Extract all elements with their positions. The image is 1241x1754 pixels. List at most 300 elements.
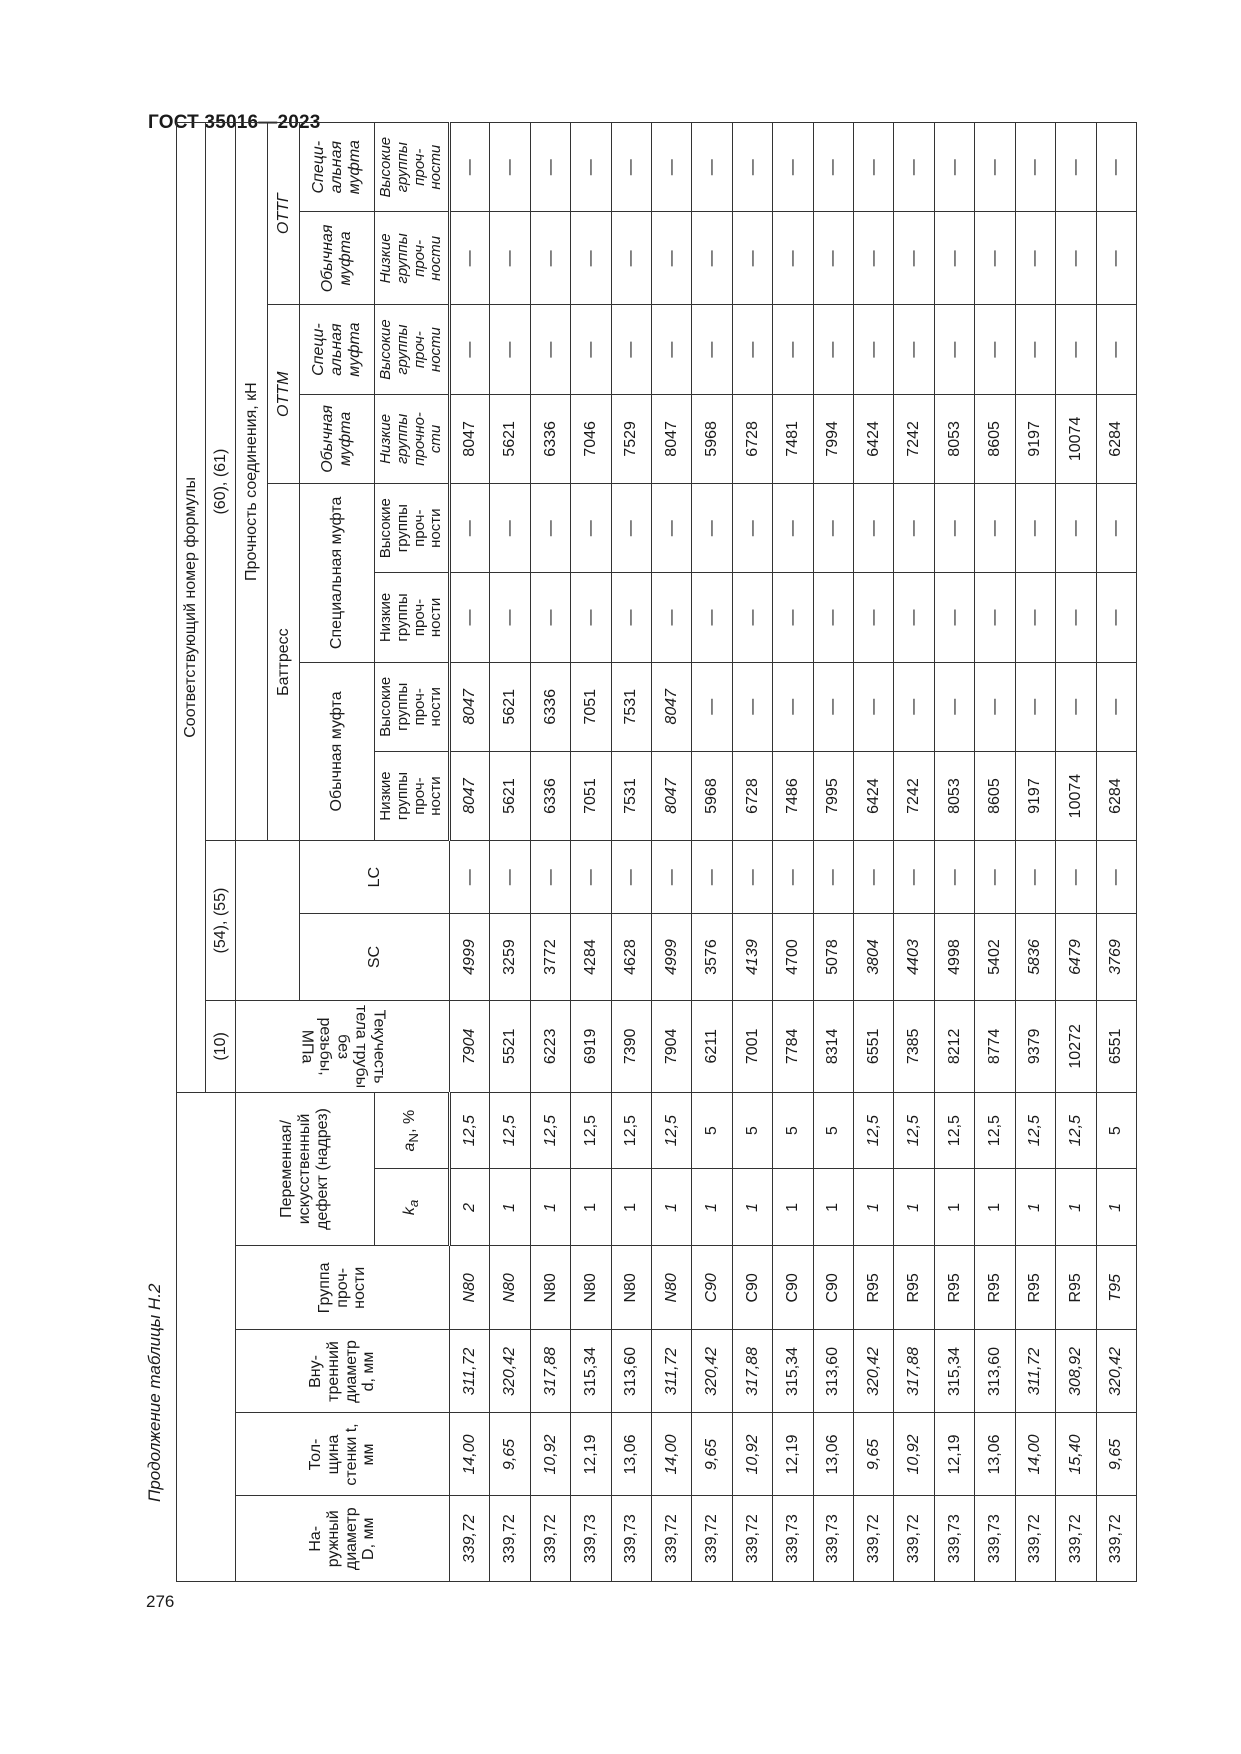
cell-ottm-sp: — <box>611 305 651 394</box>
cell-b-sp-low: — <box>571 573 611 662</box>
header-ottm-special: Специ- альная муфта <box>300 305 375 394</box>
cell-ottm-reg: 7481 <box>773 394 813 483</box>
cell-b-sp-low: — <box>530 573 570 662</box>
cell-an: 5 <box>813 1092 853 1169</box>
cell-b-sp-low: — <box>975 573 1015 662</box>
cell-b-sp-low: — <box>934 573 974 662</box>
cell-an: 12,5 <box>975 1092 1015 1169</box>
cell-b-reg-high: 6336 <box>530 662 570 751</box>
cell-yield: 8314 <box>813 1000 853 1092</box>
cell-D: 339,72 <box>450 1496 490 1582</box>
cell-d: 320,42 <box>692 1330 732 1413</box>
cell-ottm-reg: 5621 <box>490 394 530 483</box>
cell-ottm-sp: — <box>1056 305 1096 394</box>
cell-an: 5 <box>692 1092 732 1169</box>
cell-b-reg-low: 8053 <box>934 751 974 840</box>
cell-ka: 1 <box>813 1169 853 1246</box>
cell-t: 12,19 <box>571 1413 611 1496</box>
cell-b-sp-low: — <box>1015 573 1055 662</box>
cell-an: 12,5 <box>1056 1092 1096 1169</box>
header-ottg-low: Низкие группы проч- ности <box>375 212 450 305</box>
cell-g: R95 <box>1015 1246 1055 1330</box>
cell-b-sp-low: — <box>1096 573 1136 662</box>
cell-yield: 7784 <box>773 1000 813 1092</box>
cell-ottm-reg: 10074 <box>1056 394 1096 483</box>
cell-lc: — <box>732 841 772 914</box>
cell-ottm-reg: 8047 <box>450 394 490 483</box>
cell-t: 12,19 <box>773 1413 813 1496</box>
cell-b-reg-high: — <box>1056 662 1096 751</box>
cell-an: 12,5 <box>490 1092 530 1169</box>
cell-b-reg-low: 8047 <box>450 751 490 840</box>
cell-b-reg-low: 8605 <box>975 751 1015 840</box>
cell-sc: 3804 <box>854 914 894 1001</box>
cell-ka: 1 <box>854 1169 894 1246</box>
cell-lc: — <box>571 841 611 914</box>
header-sc: SC <box>300 914 450 1001</box>
table-row <box>773 123 813 1582</box>
cell-ottm-sp: — <box>773 305 813 394</box>
header-outer-diameter: На- ружный диаметр D, мм <box>236 1496 450 1582</box>
header-formula-10: (10) <box>206 1000 236 1092</box>
cell-D: 339,73 <box>611 1496 651 1582</box>
header-ottm-regular: Обычная муфта <box>300 394 375 483</box>
cell-d: 317,88 <box>530 1330 570 1413</box>
cell-sc: 5836 <box>1015 914 1055 1001</box>
cell-g: R95 <box>854 1246 894 1330</box>
cell-g: N80 <box>530 1246 570 1330</box>
cell-b-reg-high: — <box>732 662 772 751</box>
cell-an: 12,5 <box>894 1092 934 1169</box>
cell-b-sp-high: — <box>571 484 611 573</box>
cell-ottm-reg: 7242 <box>894 394 934 483</box>
cell-d: 315,34 <box>934 1330 974 1413</box>
cell-D: 339,73 <box>571 1496 611 1582</box>
cell-ka: 1 <box>1096 1169 1136 1246</box>
cell-b-reg-low: 10074 <box>1056 751 1096 840</box>
cell-b-reg-high: — <box>1015 662 1055 751</box>
cell-sc: 4700 <box>773 914 813 1001</box>
cell-ka: 1 <box>571 1169 611 1246</box>
cell-ottg-sp: — <box>571 123 611 212</box>
cell-ottg-reg: — <box>894 212 934 305</box>
cell-sc: 4998 <box>934 914 974 1001</box>
cell-lc: — <box>813 841 853 914</box>
cell-ottm-reg: 8047 <box>652 394 692 483</box>
cell-b-reg-high: — <box>1096 662 1136 751</box>
table-row <box>450 123 490 1582</box>
cell-an: 12,5 <box>652 1092 692 1169</box>
header-ottm-low: Низкие группы прочно- сти <box>375 394 450 483</box>
cell-ottg-sp: — <box>1056 123 1096 212</box>
cell-d: 308,92 <box>1056 1330 1096 1413</box>
cell-t: 10,92 <box>732 1413 772 1496</box>
cell-ottg-reg: — <box>732 212 772 305</box>
cell-ka: 1 <box>732 1169 772 1246</box>
cell-D: 339,72 <box>1056 1496 1096 1582</box>
cell-ka: 1 <box>975 1169 1015 1246</box>
cell-b-reg-high: 7531 <box>611 662 651 751</box>
cell-ottg-sp: — <box>490 123 530 212</box>
cell-ottg-reg: — <box>571 212 611 305</box>
cell-t: 12,19 <box>934 1413 974 1496</box>
cell-d: 311,72 <box>652 1330 692 1413</box>
cell-lc: — <box>490 841 530 914</box>
header-strength-group: Группа проч- ности <box>236 1246 450 1330</box>
cell-b-reg-low: 7051 <box>571 751 611 840</box>
cell-yield: 7390 <box>611 1000 651 1092</box>
cell-b-sp-high: — <box>975 484 1015 573</box>
table-row <box>571 123 611 1582</box>
cell-ottm-sp: — <box>975 305 1015 394</box>
cell-b-reg-low: 6424 <box>854 751 894 840</box>
cell-b-sp-low: — <box>894 573 934 662</box>
cell-b-reg-low: 9197 <box>1015 751 1055 840</box>
cell-ottg-reg: — <box>652 212 692 305</box>
cell-b-reg-high: — <box>854 662 894 751</box>
cell-d: 311,72 <box>450 1330 490 1413</box>
cell-ottm-sp: — <box>1096 305 1136 394</box>
cell-b-reg-high: — <box>934 662 974 751</box>
cell-sc: 3259 <box>490 914 530 1001</box>
cell-ottg-reg: — <box>1096 212 1136 305</box>
cell-g: C90 <box>692 1246 732 1330</box>
cell-ottg-sp: — <box>813 123 853 212</box>
cell-ka: 1 <box>1015 1169 1055 1246</box>
cell-an: 12,5 <box>1015 1092 1055 1169</box>
cell-b-reg-high: 8047 <box>450 662 490 751</box>
cell-b-sp-high: — <box>450 484 490 573</box>
cell-g: C90 <box>732 1246 772 1330</box>
table-row <box>611 123 651 1582</box>
cell-b-sp-low: — <box>490 573 530 662</box>
table-row <box>732 123 772 1582</box>
cell-ottg-sp: — <box>732 123 772 212</box>
cell-g: R95 <box>894 1246 934 1330</box>
cell-ottg-sp: — <box>1015 123 1055 212</box>
cell-d: 315,34 <box>773 1330 813 1413</box>
cell-sc: 5402 <box>975 914 1015 1001</box>
cell-lc: — <box>894 841 934 914</box>
cell-ottg-sp: — <box>652 123 692 212</box>
cell-ottg-sp: — <box>773 123 813 212</box>
cell-D: 339,72 <box>652 1496 692 1582</box>
cell-sc: 4284 <box>571 914 611 1001</box>
table-row <box>934 123 974 1582</box>
header-ottm-high: Высокие группы проч- ности <box>375 305 450 394</box>
cell-an: 12,5 <box>450 1092 490 1169</box>
cell-g: R95 <box>1056 1246 1096 1330</box>
cell-yield: 5521 <box>490 1000 530 1092</box>
header-wall-thickness: Тол- щина стенки t, мм <box>236 1413 450 1496</box>
cell-D: 339,72 <box>490 1496 530 1582</box>
cell-t: 15,40 <box>1056 1413 1096 1496</box>
cell-b-sp-low: — <box>450 573 490 662</box>
cell-t: 10,92 <box>530 1413 570 1496</box>
cell-d: 311,72 <box>1015 1330 1055 1413</box>
table-row <box>854 123 894 1582</box>
cell-t: 13,06 <box>813 1413 853 1496</box>
cell-ottm-sp: — <box>571 305 611 394</box>
cell-ottm-sp: — <box>813 305 853 394</box>
cell-b-sp-low: — <box>813 573 853 662</box>
cell-D: 339,72 <box>1096 1496 1136 1582</box>
table-caption: Продолжение таблицы Н.2 <box>145 1283 164 1502</box>
cell-ottg-sp: — <box>934 123 974 212</box>
cell-b-reg-low: 6728 <box>732 751 772 840</box>
cell-d: 313,60 <box>611 1330 651 1413</box>
cell-yield: 10272 <box>1056 1000 1096 1092</box>
cell-an: 12,5 <box>571 1092 611 1169</box>
cell-an: 5 <box>773 1092 813 1169</box>
cell-b-reg-low: 5621 <box>490 751 530 840</box>
cell-yield: 7904 <box>652 1000 692 1092</box>
cell-b-sp-high: — <box>652 484 692 573</box>
cell-b-sp-low: — <box>732 573 772 662</box>
cell-b-sp-high: — <box>692 484 732 573</box>
cell-ottg-sp: — <box>530 123 570 212</box>
cell-D: 339,73 <box>773 1496 813 1582</box>
header-yield <box>236 1000 450 1092</box>
cell-ottg-reg: — <box>530 212 570 305</box>
cell-ottm-reg: 8053 <box>934 394 974 483</box>
cell-b-sp-high: — <box>530 484 570 573</box>
cell-b-sp-high: — <box>611 484 651 573</box>
cell-t: 13,06 <box>611 1413 651 1496</box>
cell-ottg-reg: — <box>611 212 651 305</box>
header-ottg-regular: Обычная муфта <box>300 212 375 305</box>
header-an: $a_N$, % <box>375 1092 450 1169</box>
header-ka <box>375 1169 450 1246</box>
cell-ottg-reg: — <box>692 212 732 305</box>
cell-sc: 3769 <box>1096 914 1136 1001</box>
cell-lc: — <box>530 841 570 914</box>
cell-D: 339,73 <box>975 1496 1015 1582</box>
header-ottm: ОТТМ <box>268 305 300 484</box>
cell-t: 13,06 <box>975 1413 1015 1496</box>
cell-b-reg-low: 7995 <box>813 751 853 840</box>
cell-ottg-sp: — <box>692 123 732 212</box>
cell-ottg-reg: — <box>490 212 530 305</box>
cell-ka: 1 <box>692 1169 732 1246</box>
strength-table <box>176 122 1137 1582</box>
header-b-sp-high: Высокие группы проч- ности <box>375 484 450 573</box>
header-defect: Переменная/ искусственный дефект (надрез) <box>236 1092 375 1245</box>
cell-ottg-sp: — <box>1096 123 1136 212</box>
cell-sc: 4999 <box>450 914 490 1001</box>
table-row <box>1096 123 1136 1582</box>
cell-b-sp-high: — <box>773 484 813 573</box>
cell-D: 339,72 <box>894 1496 934 1582</box>
cell-lc: — <box>1096 841 1136 914</box>
cell-sc: 4403 <box>894 914 934 1001</box>
table-row <box>692 123 732 1582</box>
cell-lc: — <box>1015 841 1055 914</box>
cell-b-sp-high: — <box>894 484 934 573</box>
cell-lc: — <box>652 841 692 914</box>
cell-yield: 6223 <box>530 1000 570 1092</box>
cell-lc: — <box>975 841 1015 914</box>
cell-t: 14,00 <box>1015 1413 1055 1496</box>
cell-ottm-reg: 7046 <box>571 394 611 483</box>
cell-ottm-sp: — <box>854 305 894 394</box>
header-buttress-special: Специальная муфта <box>300 484 375 663</box>
header-lc: LC <box>300 841 450 914</box>
rotated-table-frame <box>176 122 1136 1582</box>
cell-g: N80 <box>490 1246 530 1330</box>
header-connection-strength: Прочность соединения, кН <box>236 123 268 841</box>
cell-ottm-sp: — <box>732 305 772 394</box>
cell-sc: 4628 <box>611 914 651 1001</box>
cell-b-sp-low: — <box>1056 573 1096 662</box>
cell-D: 339,72 <box>854 1496 894 1582</box>
cell-t: 9,65 <box>854 1413 894 1496</box>
cell-ottm-sp: — <box>450 305 490 394</box>
cell-d: 320,42 <box>1096 1330 1136 1413</box>
cell-b-reg-low: 8047 <box>652 751 692 840</box>
cell-ottm-reg: 9197 <box>1015 394 1055 483</box>
cell-yield: 7904 <box>450 1000 490 1092</box>
cell-ottg-reg: — <box>854 212 894 305</box>
cell-ottm-reg: 7994 <box>813 394 853 483</box>
cell-D: 339,72 <box>732 1496 772 1582</box>
cell-b-sp-low: — <box>854 573 894 662</box>
cell-g: N80 <box>450 1246 490 1330</box>
header-b-reg-low: Низкие группы проч- ности <box>375 751 450 840</box>
cell-ottg-reg: — <box>1056 212 1096 305</box>
cell-an: 12,5 <box>854 1092 894 1169</box>
cell-ottm-sp: — <box>530 305 570 394</box>
cell-b-sp-high: — <box>934 484 974 573</box>
cell-ka: 1 <box>1056 1169 1096 1246</box>
yield-label: Текучесть тела трубы без резьбы, МПа <box>298 1004 388 1088</box>
cell-t: 9,65 <box>1096 1413 1136 1496</box>
cell-t: 14,00 <box>652 1413 692 1496</box>
ka-label: $k_a$ <box>400 1199 422 1216</box>
cell-g: R95 <box>975 1246 1015 1330</box>
table-row <box>490 123 530 1582</box>
cell-g: T95 <box>1096 1246 1136 1330</box>
table-row <box>652 123 692 1582</box>
cell-D: 339,72 <box>692 1496 732 1582</box>
cell-ottg-reg: — <box>975 212 1015 305</box>
cell-sc: 3576 <box>692 914 732 1001</box>
cell-ottg-sp: — <box>854 123 894 212</box>
cell-ka: 1 <box>652 1169 692 1246</box>
cell-ottm-sp: — <box>934 305 974 394</box>
cell-yield: 7001 <box>732 1000 772 1092</box>
cell-an: 12,5 <box>530 1092 570 1169</box>
header-row-3 <box>236 123 268 1582</box>
header-b-sp-low: Низкие группы проч- ности <box>375 573 450 662</box>
header-ottg-special: Специ- альная муфта <box>300 123 375 212</box>
cell-t: 9,65 <box>692 1413 732 1496</box>
cell-sc: 4999 <box>652 914 692 1001</box>
cell-D: 339,72 <box>1015 1496 1055 1582</box>
cell-t: 10,92 <box>894 1413 934 1496</box>
header-b-reg-high: Высокие группы проч- ности <box>375 662 450 751</box>
cell-lc: — <box>854 841 894 914</box>
cell-ka: 1 <box>611 1169 651 1246</box>
cell-b-sp-high: — <box>854 484 894 573</box>
cell-D: 339,73 <box>934 1496 974 1582</box>
cell-ottg-reg: — <box>450 212 490 305</box>
document-header: ГОСТ 35016—2023 <box>148 112 321 133</box>
table-row <box>1015 123 1055 1582</box>
cell-b-reg-low: 7242 <box>894 751 934 840</box>
cell-b-reg-low: 5968 <box>692 751 732 840</box>
cell-d: 320,42 <box>490 1330 530 1413</box>
cell-b-reg-low: 6336 <box>530 751 570 840</box>
cell-an: 12,5 <box>611 1092 651 1169</box>
cell-b-sp-high: — <box>1056 484 1096 573</box>
cell-b-reg-high: — <box>813 662 853 751</box>
cell-yield: 8212 <box>934 1000 974 1092</box>
cell-d: 317,88 <box>732 1330 772 1413</box>
cell-yield: 7385 <box>894 1000 934 1092</box>
cell-b-sp-high: — <box>813 484 853 573</box>
table-row <box>530 123 570 1582</box>
cell-yield: 8774 <box>975 1000 1015 1092</box>
cell-yield: 6551 <box>854 1000 894 1092</box>
cell-an: 5 <box>1096 1092 1136 1169</box>
cell-ka: 1 <box>773 1169 813 1246</box>
cell-ottm-reg: 8605 <box>975 394 1015 483</box>
cell-d: 317,88 <box>894 1330 934 1413</box>
cell-yield: 6919 <box>571 1000 611 1092</box>
header-blank-sc-lc <box>236 841 300 1001</box>
cell-g: R95 <box>934 1246 974 1330</box>
cell-ottg-sp: — <box>975 123 1015 212</box>
cell-sc: 4139 <box>732 914 772 1001</box>
cell-sc: 3772 <box>530 914 570 1001</box>
cell-t: 9,65 <box>490 1413 530 1496</box>
cell-g: C90 <box>773 1246 813 1330</box>
table-row <box>813 123 853 1582</box>
table-row <box>894 123 934 1582</box>
cell-b-sp-high: — <box>490 484 530 573</box>
cell-b-sp-high: — <box>732 484 772 573</box>
cell-b-reg-high: — <box>975 662 1015 751</box>
header-buttress-regular: Обычная муфта <box>300 662 375 841</box>
header-row-1 <box>177 123 206 1582</box>
cell-an: 5 <box>732 1092 772 1169</box>
table-row <box>975 123 1015 1582</box>
cell-b-sp-low: — <box>611 573 651 662</box>
cell-ottg-sp: — <box>611 123 651 212</box>
cell-g: C90 <box>813 1246 853 1330</box>
cell-d: 313,60 <box>975 1330 1015 1413</box>
header-buttress: Баттресс <box>268 484 300 841</box>
cell-g: N80 <box>652 1246 692 1330</box>
cell-g: N80 <box>571 1246 611 1330</box>
cell-ottg-reg: — <box>934 212 974 305</box>
cell-D: 339,73 <box>813 1496 853 1582</box>
cell-d: 320,42 <box>854 1330 894 1413</box>
header-formula-54-55: (54), (55) <box>206 841 236 1001</box>
cell-an: 12,5 <box>934 1092 974 1169</box>
cell-b-sp-low: — <box>773 573 813 662</box>
cell-b-sp-high: — <box>1015 484 1055 573</box>
cell-lc: — <box>450 841 490 914</box>
cell-d: 315,34 <box>571 1330 611 1413</box>
cell-yield: 6551 <box>1096 1000 1136 1092</box>
cell-lc: — <box>934 841 974 914</box>
cell-b-reg-low: 7486 <box>773 751 813 840</box>
cell-b-reg-high: 8047 <box>652 662 692 751</box>
header-ottg: ОТТГ <box>268 123 300 305</box>
table-row <box>1056 123 1096 1582</box>
